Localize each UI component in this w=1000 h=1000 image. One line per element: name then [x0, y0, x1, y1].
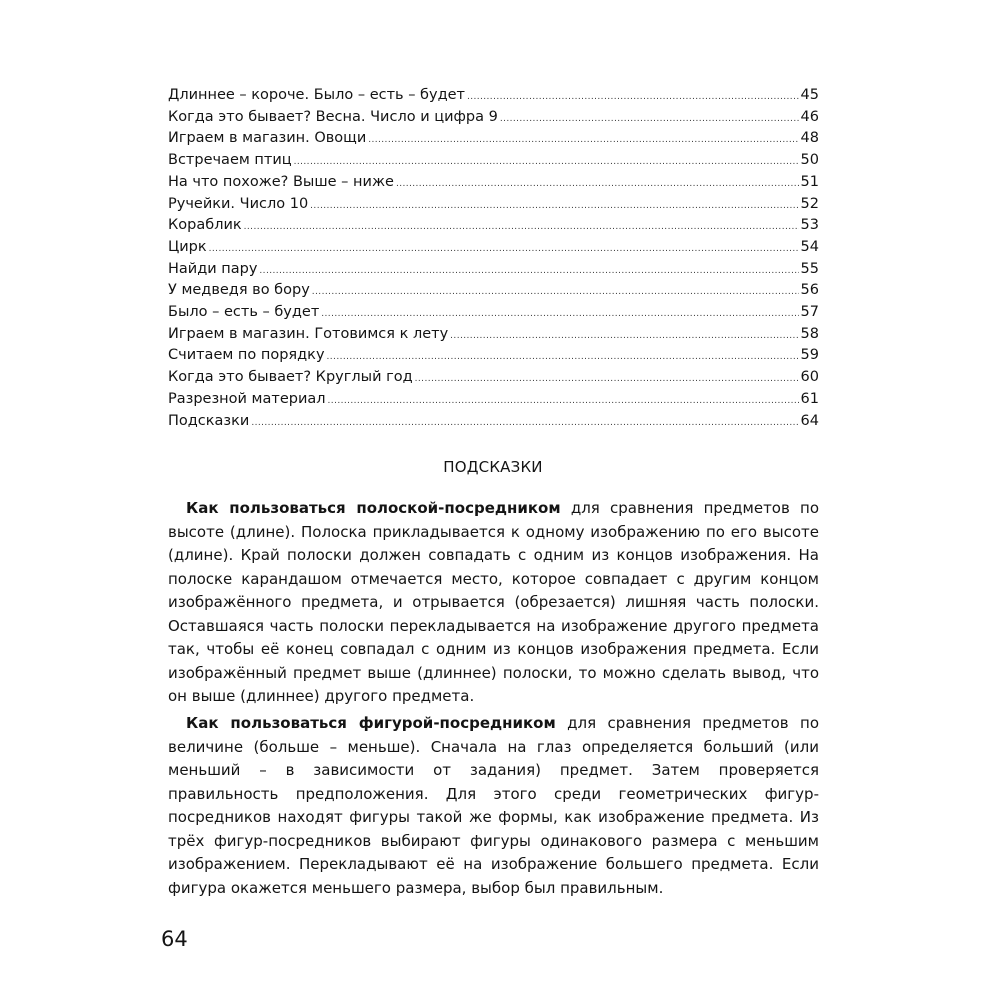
table-of-contents — [168, 86, 819, 433]
toc-entry — [168, 238, 819, 260]
toc-entry-title: Длиннее – короче. Было – есть – будет — [168, 87, 465, 103]
toc-entry-title: Кораблик — [168, 217, 242, 234]
paragraph-lead-bold: Как пользоваться фигурой-посредником — [186, 714, 556, 732]
toc-entry — [168, 151, 819, 173]
paragraph-lead-bold: Как пользоваться полоской-посредником — [186, 499, 561, 517]
paragraph-strip-method — [168, 497, 819, 709]
toc-entry — [168, 195, 819, 217]
toc-entry-page: 51 — [800, 173, 819, 190]
toc-leader-dots — [294, 153, 799, 173]
toc-entry-page: 56 — [800, 282, 819, 299]
toc-leader-dots — [321, 305, 798, 325]
toc-entry-title: Встречаем птиц — [168, 152, 292, 169]
toc-entry — [168, 173, 819, 195]
toc-entry-title: Разрезной материал — [168, 390, 326, 407]
toc-entry — [168, 303, 819, 325]
toc-leader-dots — [251, 414, 798, 434]
toc-entry-page: 46 — [800, 108, 819, 125]
toc-entry-page: 54 — [800, 238, 819, 255]
toc-entry-page: 59 — [800, 347, 819, 364]
toc-leader-dots — [500, 110, 799, 130]
toc-entry-title: Когда это бывает? Весна. Число и цифра 9 — [168, 108, 498, 125]
toc-entry — [168, 325, 819, 347]
section-heading: ПОДСКАЗКИ — [443, 458, 543, 476]
toc-entry-page: 52 — [800, 195, 819, 212]
toc-leader-dots — [327, 348, 799, 368]
toc-entry-page: 48 — [800, 130, 819, 147]
toc-entry — [168, 108, 819, 130]
toc-entry-title: Цирк — [168, 238, 207, 255]
toc-entry-page: 58 — [800, 325, 819, 342]
paragraph-body: для сравнения предметов по высоте (длине). Полоска прикладывается к одному изображению по его высоте (длине). Край полоски должен совпадать с одним из концов изображения. На полоске карандашом отмечается место, которое совпадает с другим концом изображённого предмета, и отрывается (обрезается) лишняя часть полоски. Оставшаяся часть полоски перекладывается на изображение другого предмета так, чтобы её конец совпадал с одним из концов изображения предмета. Если изображённый предмет выше (длиннее) полоски, то можно сделать вывод, что он выше (длиннее) другого предмета. — [168, 499, 820, 705]
toc-entry-title: Подсказки — [168, 412, 250, 429]
toc-entry-title: Было – есть – будет — [168, 304, 320, 321]
toc-leader-dots — [312, 283, 799, 303]
toc-leader-dots — [396, 175, 799, 195]
toc-entry-page: 61 — [800, 390, 819, 407]
toc-entry-title: Считаем по порядку — [168, 347, 325, 364]
toc-entry — [168, 368, 819, 390]
toc-leader-dots — [368, 131, 798, 151]
toc-leader-dots — [209, 240, 799, 260]
toc-entry-title: Играем в магазин. Готовимся к лету — [168, 325, 449, 342]
toc-entry-title: Играем в магазин. Овощи — [168, 130, 367, 147]
toc-entry-title: Когда это бывает? Круглый год — [168, 369, 413, 386]
toc-entry-page: 64 — [800, 412, 819, 429]
toc-entry-title: Найди пару — [168, 260, 258, 277]
toc-entry — [168, 129, 819, 151]
toc-entry-page: 50 — [800, 152, 819, 169]
toc-entry-page: 45 — [800, 87, 819, 103]
toc-entry-page: 60 — [800, 369, 819, 386]
toc-entry-title: На что похоже? Выше – ниже — [168, 173, 394, 190]
toc-leader-dots — [244, 218, 799, 238]
toc-leader-dots — [310, 197, 798, 217]
toc-entry — [168, 216, 819, 238]
toc-leader-dots — [259, 262, 798, 282]
toc-entry — [168, 346, 819, 368]
toc-entry-page: 53 — [800, 217, 819, 234]
page-number: 64 — [161, 927, 188, 951]
paragraph-figure-method — [168, 712, 819, 900]
toc-entry — [168, 412, 819, 434]
toc-entry — [168, 390, 819, 412]
toc-entry-page: 57 — [800, 304, 819, 321]
paragraph-body: для сравнения предметов по величине (больше – меньше). Сначала на глаз определяется больший (или меньший – в зависимости от задания) предмет. Затем проверяется правильность предположения. Для этого среди геометрических фигур-посредников находят фигуры такой же формы, как изображение предмета. Из трёх фигур-посредников выбирают фигуры одинакового размера с меньшим изображением. Перекладывают её на изображение большего предмета. Если фигура окажется меньшего размера, выбор был правильным. — [168, 714, 819, 897]
toc-entry — [168, 86, 819, 108]
toc-entry — [168, 260, 819, 282]
toc-entry-title: Ручейки. Число 10 — [168, 195, 309, 212]
toc-entry — [168, 281, 819, 303]
toc-leader-dots — [450, 327, 798, 347]
toc-leader-dots — [467, 88, 799, 108]
toc-entry-title: У медведя во бору — [168, 282, 310, 299]
toc-leader-dots — [328, 392, 799, 412]
toc-leader-dots — [415, 370, 799, 390]
toc-entry-page: 55 — [800, 260, 819, 277]
